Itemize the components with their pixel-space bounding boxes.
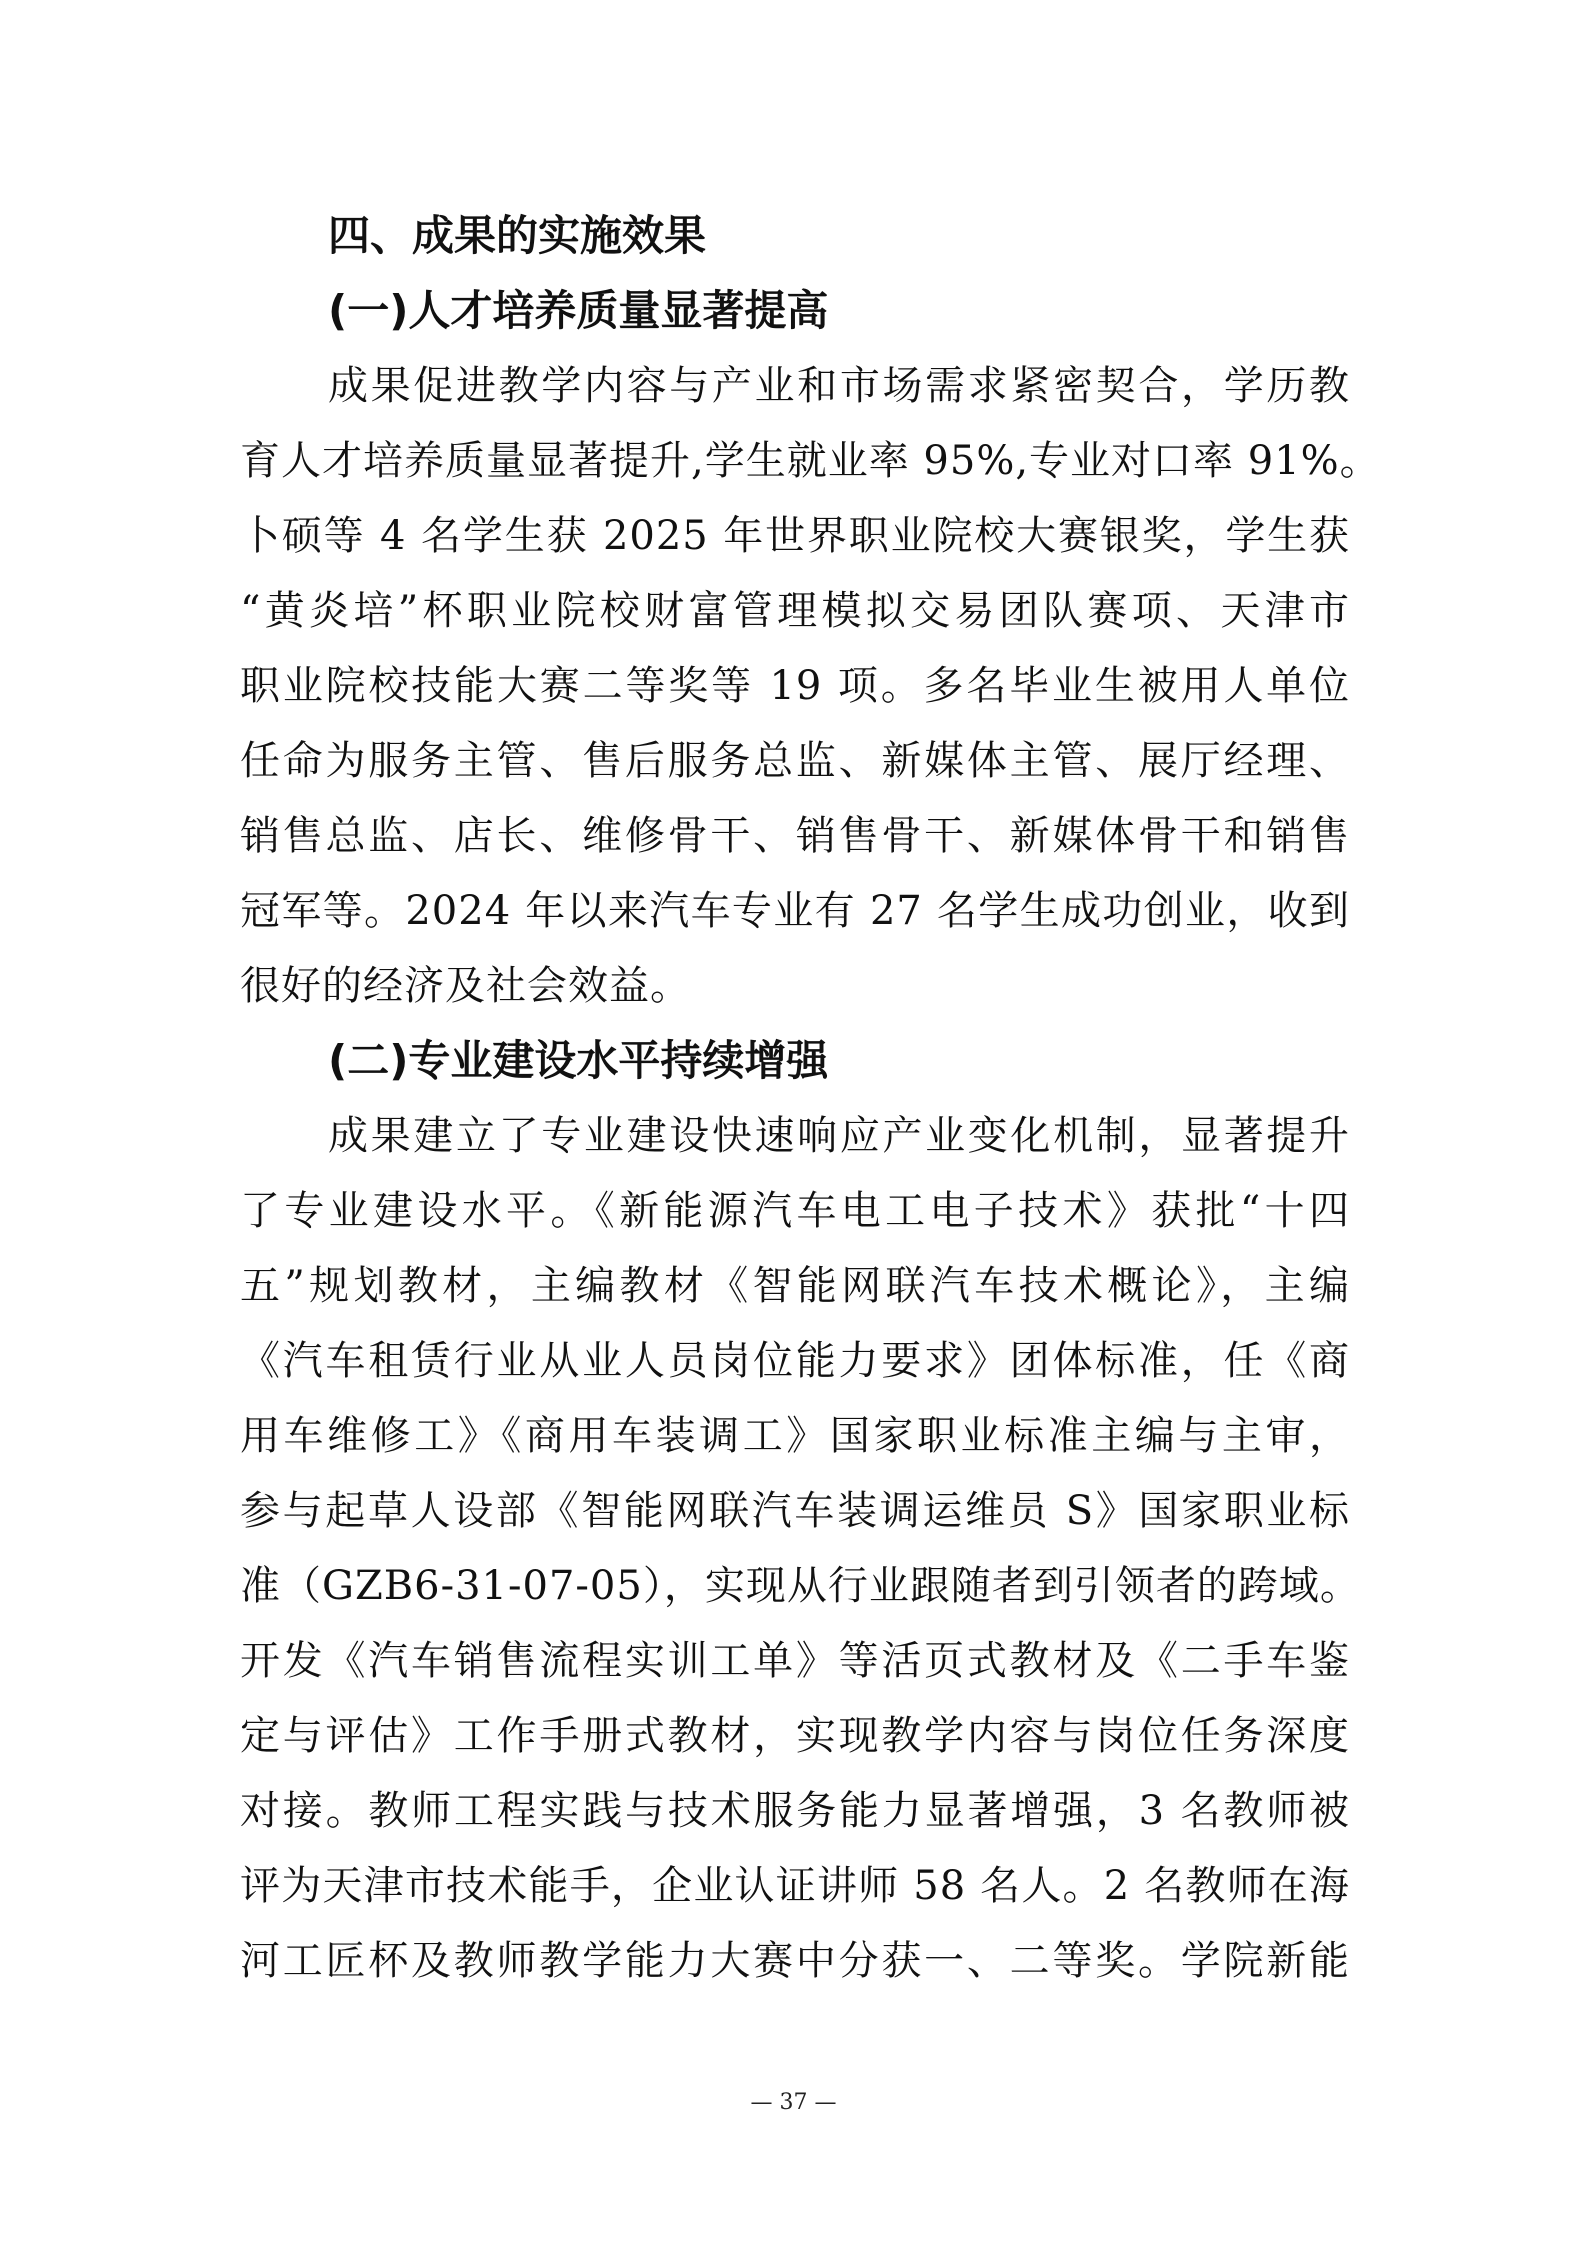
paragraph-line: 销售总监、店长、维修骨干、销售骨干、新媒体骨干和销售	[240, 813, 1350, 859]
paragraph-line: 定与评估》工作手册式教材，实现教学内容与岗位任务深度	[240, 1713, 1350, 1759]
paragraph-line: 职业院校技能大赛二等奖等 19 项。多名毕业生被用人单位	[240, 663, 1350, 709]
paragraph-line: 成果建立了专业建设快速响应产业变化机制，显著提升	[328, 1113, 1350, 1159]
paragraph-line: 《汽车租赁行业从业人员岗位能力要求》团体标准，任《商	[240, 1338, 1350, 1384]
paragraph-line: 五”规划教材，主编教材《智能网联汽车技术概论》，主编	[240, 1263, 1350, 1309]
page-number: — 37 —	[750, 2090, 837, 2115]
paragraph-line: 用车维修工》《商用车装调工》国家职业标准主编与主审，	[240, 1413, 1350, 1459]
paragraph-line: 开发《汽车销售流程实训工单》等活页式教材及《二手车鉴	[240, 1638, 1350, 1684]
section-heading: 四、成果的实施效果	[328, 211, 707, 260]
paragraph-line: 卜硕等 4 名学生获 2025 年世界职业院校大赛银奖，学生获	[240, 513, 1350, 559]
subsection-title-1: (一)人才培养质量显著提高	[328, 286, 829, 335]
paragraph-line: 育人才培养质量显著提升,学生就业率 95%,专业对口率 91%。	[240, 438, 1381, 484]
paragraph-line: 参与起草人设部《智能网联汽车装调运维员 S》国家职业标	[240, 1488, 1350, 1534]
paragraph-line: 成果促进教学内容与产业和市场需求紧密契合，学历教	[328, 363, 1350, 409]
paragraph-line: 很好的经济及社会效益。	[240, 963, 691, 1009]
paragraph-line: 任命为服务主管、售后服务总监、新媒体主管、展厅经理、	[240, 738, 1350, 784]
paragraph-line: “黄炎培”杯职业院校财富管理模拟交易团队赛项、天津市	[240, 588, 1350, 634]
paragraph-line: 冠军等。2024 年以来汽车专业有 27 名学生成功创业，收到	[240, 888, 1350, 934]
paragraph-line: 河工匠杯及教师教学能力大赛中分获一、二等奖。学院新能	[240, 1938, 1350, 1984]
paragraph-line: 了专业建设水平。《新能源汽车电工电子技术》获批“十四	[240, 1188, 1350, 1234]
paragraph-line: 对接。教师工程实践与技术服务能力显著增强，3 名教师被	[240, 1788, 1350, 1834]
paragraph-line: 准（GZB6-31-07-05），实现从行业跟随者到引领者的跨域。	[240, 1563, 1361, 1609]
paragraph-line: 评为天津市技术能手，企业认证讲师 58 名人。2 名教师在海	[240, 1863, 1350, 1909]
subsection-title-2: (二)专业建设水平持续增强	[328, 1036, 829, 1085]
